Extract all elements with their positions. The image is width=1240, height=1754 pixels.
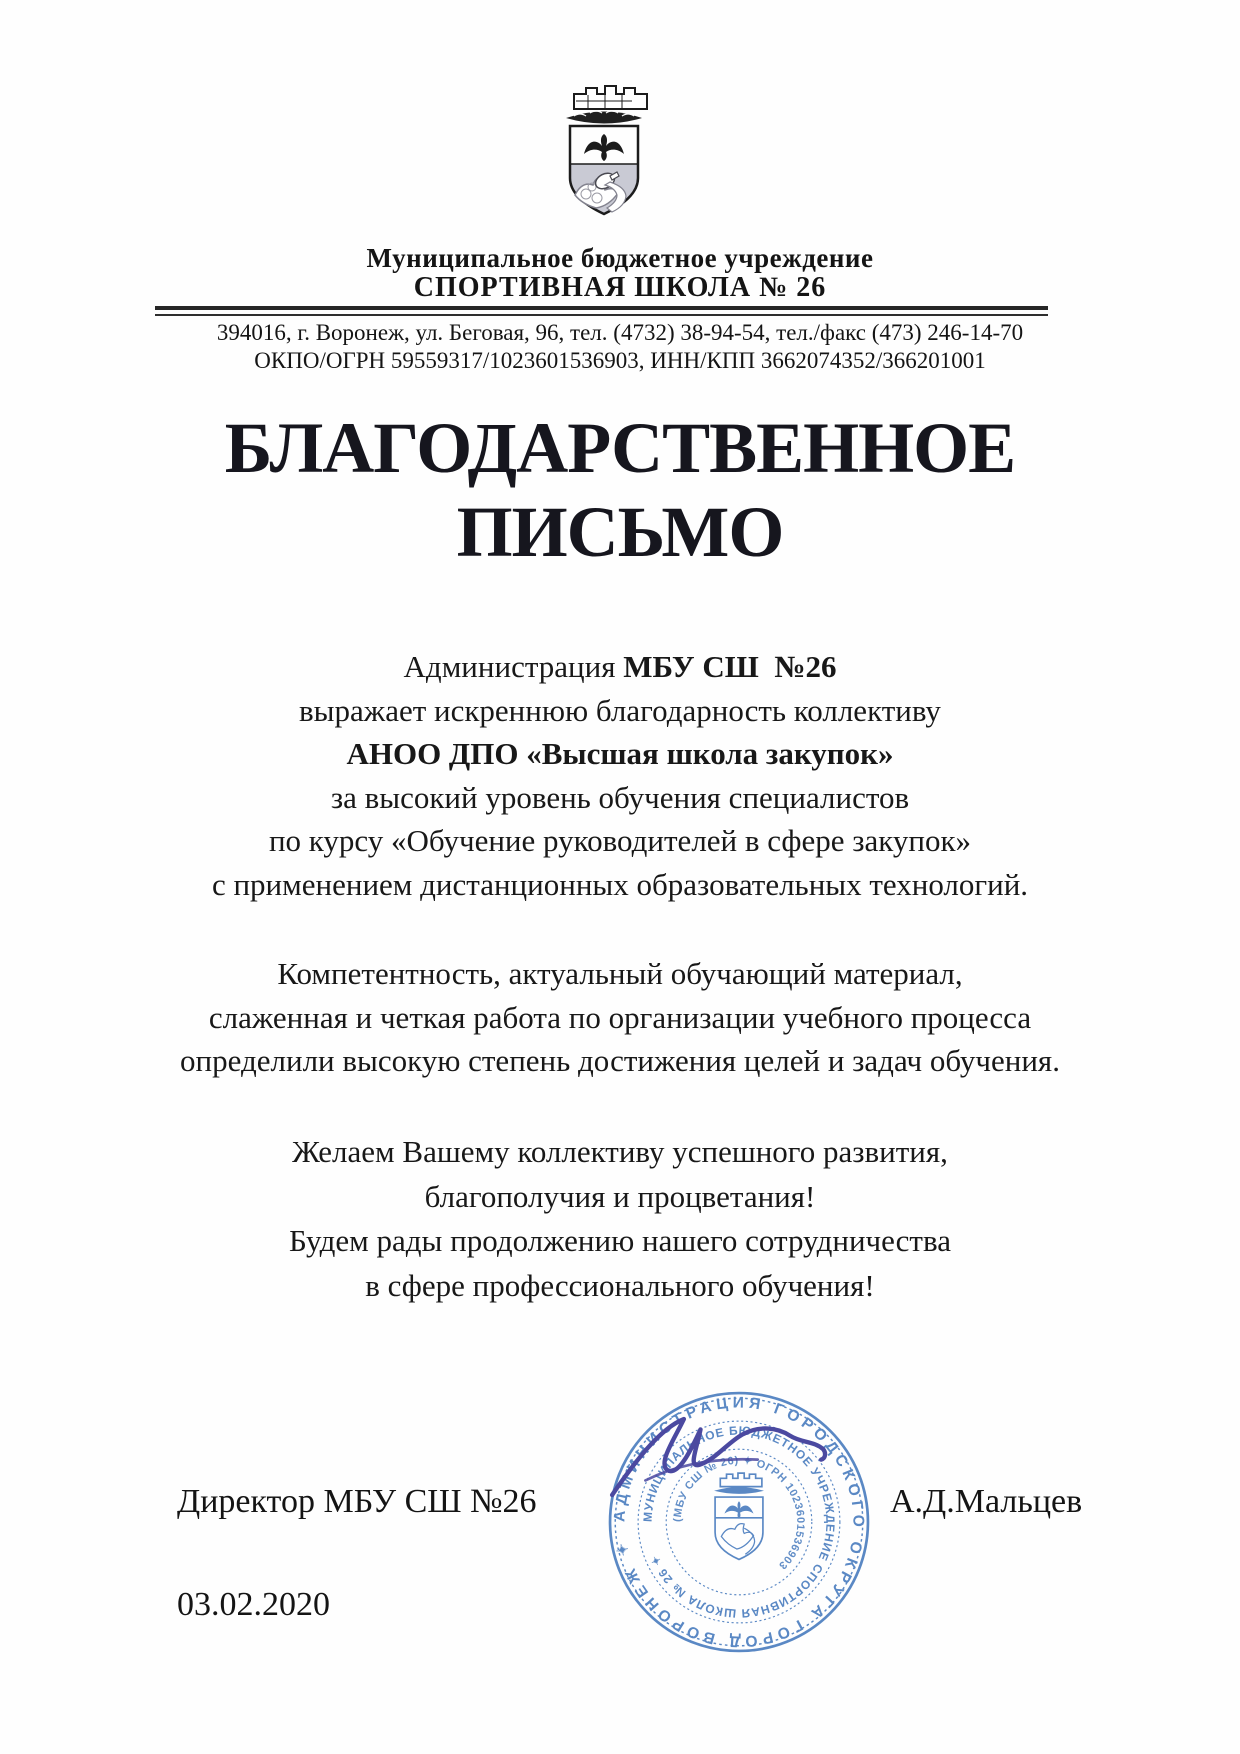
garland — [566, 112, 642, 124]
body-line: благополучия и процветания! — [424, 1178, 816, 1214]
official-stamp-seal — [583, 1366, 895, 1678]
org-short-name-bold: МБУ СШ №26 — [623, 649, 837, 684]
recipient-name-bold: АНОО ДПО «Высшая школа закупок» — [346, 736, 894, 771]
body-line: в сфере профессионального обучения! — [365, 1267, 875, 1303]
body-line: слаженная и четкая работа по организации учебного процесса — [208, 999, 1032, 1035]
stamp-ring-outer-text: АДМИНИСТРАЦИЯ ГОРОДСКОГО ОКРУГА ГОРОД ВОРОНЕЖ ✦ — [611, 1394, 867, 1650]
signer-name: А.Д.Мальцев — [890, 1483, 1083, 1520]
address-line: 394016, г. Воронеж, ул. Беговая, 96, тел. (4732) 38-94-54, тел./факс (473) 246-14-70 — [216, 320, 1024, 345]
body-line: с применением дистанционных образовательных технологий. — [211, 866, 1029, 902]
body-paragraph-2 — [70, 952, 1170, 1083]
svg-text:МУНИЦИПАЛЬНОЕ БЮДЖЕТНОЕ УЧРЕЖД — [640, 1423, 837, 1620]
body-line: Желаем Вашему коллективу успешного развития, — [292, 1134, 948, 1169]
body-line: по курсу «Обучение руководителей в сфере закупок» — [268, 823, 972, 858]
body-line: за высокий уровень обучения специалистов — [330, 779, 910, 815]
body-line: выражает искреннюю благодарность коллективу — [299, 692, 941, 728]
stamp-coat-of-arms-icon — [714, 1473, 764, 1559]
header-divider — [155, 306, 1048, 316]
letter-title — [0, 408, 1240, 576]
crown-icon — [574, 86, 647, 109]
body-line: определили высокую степень достижения целей и задач обучения. — [180, 1043, 1060, 1078]
body-paragraph-1 — [70, 645, 1170, 906]
letter-date: 03.02.2020 — [177, 1586, 330, 1623]
voronezh-coat-of-arms-icon — [548, 82, 660, 222]
body-paragraph-3 — [70, 1130, 1170, 1308]
requisites-line: ОКПО/ОГРН 59559317/1023601536903, ИНН/КПП 3662074352/366201001 — [254, 348, 986, 373]
double-eagle-icon — [584, 134, 624, 161]
letter-title-line1: БЛАГОДАРСТВЕННОЕ — [224, 408, 1016, 488]
org-type-line: Муниципальное бюджетное учреждение — [366, 243, 874, 273]
letter-title-line2: ПИСЬМО — [456, 492, 784, 572]
divider-thick-rule — [155, 306, 1048, 310]
body-line-text: Администрация — [403, 649, 624, 684]
body-line: Будем рады продолжению нашего сотрудничества — [289, 1223, 951, 1258]
org-name-line: СПОРТИВНАЯ ШКОЛА № 26 — [413, 272, 827, 303]
divider-thin-rule — [155, 314, 1048, 316]
stamp-ring-inner-text: (МБУ СШ № 26) ✦ ОГРН 1023601536903 — [671, 1454, 807, 1572]
stamp-inner-ring — [666, 1449, 812, 1595]
body-line: Компетентность, актуальный обучающий материал, — [277, 956, 963, 991]
signer-role: Директор МБУ СШ №26 — [177, 1483, 537, 1520]
stamp-ring-middle-text: МУНИЦИПАЛЬНОЕ БЮДЖЕТНОЕ УЧРЕЖДЕНИЕ СПОРТИВНАЯ ШКОЛА № 26 ✦ — [640, 1423, 838, 1621]
body-line — [70, 645, 1170, 689]
